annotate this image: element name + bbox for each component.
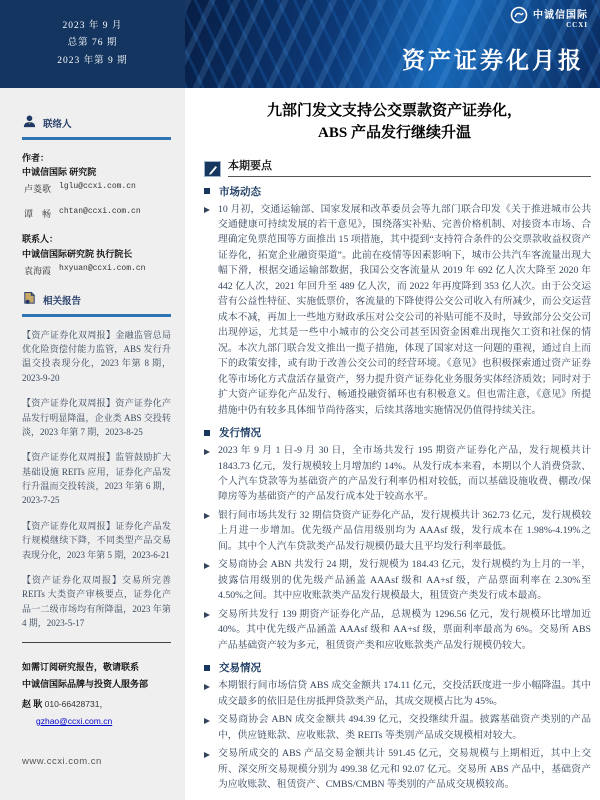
contact-row — [24, 264, 171, 277]
bullet-item — [204, 746, 591, 792]
logo-text — [533, 6, 588, 29]
section-title: 市场动态 — [219, 186, 261, 198]
arrow-bullet-icon — [204, 718, 210, 724]
bullet-text: 2023 年 9 月 1 日-9 月 30 日，全市场共发行 195 期资产证券化产品，发行规模共计 1843.73 亿元，发行规模较上月增加约 14%。从发行成本来看，本期以个人消费贷款、个人汽车贷款等为基础资产的产品发行利率仍相对较低，而以基础设施收费、棚改/保障房等为基础资产的产品发行成本处于较高水平。 — [218, 445, 591, 503]
report-link[interactable]: 【资产证券化双周报】资产证券化产品发行明显降温，企业类 ABS 交投转淡，2023 年第 7 期，2023-8-25 — [22, 398, 171, 437]
report-link[interactable]: 【资产证券化双周报】金融监管总局优化险资偿付能力监管，ABS 发行升温交投表现分化，2023 年第 8 期，2023-9-20 — [22, 329, 171, 383]
arrow-bullet-icon — [204, 207, 210, 213]
author-row — [24, 207, 171, 220]
bullet-item — [204, 712, 591, 743]
issue-month: 2023 年 9 月 — [62, 21, 123, 32]
bullet-text: 银行间市场共发行 32 期信贷资产证券化产品，发行规模共计 362.73 亿元，发行规模较上月进一步增加。优先级产品信用级别均为 AAAsf 级，发行成本在 1.98%-4.19%之间。其中个人汽车贷款类产品发行规模仍最大且平均发行利率最低。 — [218, 509, 591, 552]
bullet-text: 交易商协会 ABN 共发行 24 期，发行规模为 184.43 亿元，发行规模约为上月的一半，披露信用级别的优先级产品涵盖 AAAsf 级和 AA+sf 级，产品票面利率在 2.30%至 4.50%之间。其中应收账款类产品发行规模最大，租赁资产类发行成本最高。 — [218, 559, 591, 602]
arrow-bullet-icon — [204, 513, 210, 519]
contact-name: 袁海霞 — [24, 266, 52, 277]
section-header-trading — [204, 660, 591, 675]
related-reports-list — [22, 328, 171, 631]
arrow-bullet-icon — [204, 563, 210, 569]
square-bullet-icon — [204, 665, 210, 671]
divider — [22, 137, 171, 140]
subscribe-note-line2: 中诚信国际品牌与投资人服务部 — [22, 678, 149, 689]
subscribe-email-link[interactable]: gzhao@ccxi.com.cn — [36, 715, 113, 726]
author-row — [24, 182, 171, 195]
highlights-title: 本期要点 — [228, 159, 272, 172]
arrow-bullet-icon — [204, 449, 210, 455]
company-website: www.ccxi.com.cn — [22, 755, 102, 767]
person-icon — [22, 114, 37, 132]
pen-icon — [204, 161, 221, 177]
arrow-bullet-icon — [204, 684, 210, 690]
square-bullet-icon — [204, 430, 210, 436]
issue-info-box — [0, 0, 185, 88]
report-title: 资产证券化月报 — [402, 47, 584, 73]
divider — [22, 314, 171, 317]
highlights-title-rule — [228, 156, 591, 177]
bullet-item — [204, 557, 591, 603]
report-link[interactable]: 【资产证券化双周报】监管鼓励扩大基础设施 REITs 应用，证券化产品发行升温而交投转淡，2023 年第 6 期，2023-7-25 — [22, 452, 171, 506]
logo-name-en: CCXI — [566, 21, 588, 29]
author-label: 作者： — [22, 152, 50, 163]
author-name: 卢菱歌 — [24, 184, 52, 195]
report-link[interactable]: 【资产证券化双周报】交易所完善 REITs 大类资产审核要点，证券化产品一二级市场均有所降温，2023 年第 4 期，2023-5-17 — [22, 575, 171, 629]
subscribe-phone: 010-66428731， — [44, 698, 108, 709]
page-body — [0, 88, 600, 800]
section-header-market — [204, 184, 591, 199]
logo-name-cn: 中诚信国际 — [533, 10, 588, 21]
bullet-text: 交易所成交的 ABS 产品交易金额共计 591.45 亿元，交易规模与上期相近，其中上交所、深交所交易规模分别为 499.38 亿元和 92.07 亿元。交易所 ABS 产品中，基础资产为应收账款、租赁资产、CMBS/CMBN 等类别的产品成交规模较高。 — [218, 748, 591, 790]
highlights-header — [204, 156, 591, 177]
bullet-item — [204, 508, 591, 554]
bullet-text: 10 月初，交通运输部、国家发展和改革委员会等九部门联合印发《关于推进城市公共交通健康可持续发展的若干意见》，围绕落实补贴、完善价格机制、对接资本市场、合理确定免票范围等方面推出 15 项措施，其中提到“支持符合条件的公交票款收益权资产证券化，拓宽企业融资渠道”。此前在疫情等因素影响下，城市公共汽车客流量出现大幅下滑，根据交通运输部数据，我国公交客流量从 2019 年 692 亿人次大降至 2020 年 442 亿人次，2021 年回升至 489 亿人次，而 2022 年再度降到 353 亿人次。由于公交运营有公益性特征、实施低票价，客流量的下降使得公交公司收入有所减少，而公交运营成本不减，再加上一些地方财政承压对公交公司的补贴可能不及时，导致部分公交公司出现停运，尤其是一些中小城市的公交公司甚至因资金困难出现拖欠工资和社保的情况。本次九部门联合发文推出一揽子措施，体现了国家对这一问题的重视，通过自上而下的政策安排，或有助于改善公交公司的经营环境。《意见》也积极探索通过资产证券化等市场化方式盘活存量资产，努力提升资产证券化业务服务实体经济质效；同时对于扩大资产证券化产品发行、畅通投融资循环也有积极意义。但也需注意，《意见》所提措施中仍有较多具体细节尚待落实，后续其落地实施情况仍值得持续关注。 — [218, 203, 591, 416]
section-title: 发行情况 — [219, 428, 261, 440]
ccxi-logo-icon — [509, 5, 529, 30]
article-title-line2: ABS 产品发行继续升温 — [318, 124, 471, 141]
author-email: lglu@ccxi.com.cn — [59, 182, 136, 192]
report-link[interactable]: 【资产证券化双周报】证券化产品发行规模继续下降，不同类型产品交易表现分化，2023 年第 5 期，2023-6-21 — [22, 520, 171, 560]
divider — [22, 642, 171, 643]
bullet-text: 交易所共发行 139 期资产证券化产品，总规模为 1296.56 亿元，发行规模环比增加近 40%。其中优先级产品涵盖 AAAsf 级和 AA+sf 级，票面利率最高为 6%。交易所 ABS 产品基础资产较为多元，租赁资产类和应收账款类产品发行规模仍较大。 — [218, 608, 591, 651]
article-title — [198, 101, 591, 145]
contact-label: 联系人： — [22, 234, 59, 245]
subscribe-contact — [22, 697, 171, 710]
arrow-bullet-icon — [204, 612, 210, 618]
page-header — [0, 0, 600, 88]
arrow-bullet-icon — [204, 752, 210, 758]
bullet-text: 交易商协会 ABN 成交金额共 494.39 亿元，交投继续升温。披露基础资产类别的产品中，供应链账款、应收账款、类 REITs 等类别产品成交规模相对较大。 — [218, 714, 591, 741]
author-email: chtan@ccxi.com.cn — [59, 207, 141, 217]
banner-image — [185, 0, 600, 88]
bullet-item — [204, 202, 591, 419]
sidebar — [0, 88, 185, 800]
subscribe-note-line1: 如需订阅研究报告，敬请联系 — [22, 661, 140, 672]
bullet-item — [204, 607, 591, 653]
contact-org: 中诚信国际研究院 执行院长 — [22, 248, 133, 259]
author-name: 谭 畅 — [24, 209, 52, 220]
contacts-section-header — [22, 114, 171, 132]
company-logo — [509, 5, 588, 30]
square-bullet-icon — [204, 188, 210, 194]
section-header-issuance — [204, 425, 591, 440]
contacts-section-title: 联络人 — [43, 120, 72, 130]
bullet-item — [204, 678, 591, 709]
issue-total: 总第 76 期 — [67, 38, 118, 49]
reports-section-title: 相关报告 — [43, 297, 82, 308]
author-org: 中诚信国际 研究院 — [22, 166, 97, 177]
reports-section-header — [22, 291, 171, 309]
issue-number: 2023 年第 9 期 — [57, 55, 128, 66]
bullet-item — [204, 443, 591, 505]
subscribe-person-name: 赵 耿 — [22, 698, 43, 709]
main-content — [185, 88, 600, 800]
document-icon — [22, 291, 37, 309]
contact-email: hxyuan@ccxi.com.cn — [59, 264, 146, 274]
bullet-text: 本期银行间市场信贷 ABS 成交金额共 174.11 亿元，交投活跃度进一步小幅降温。其中成交最多的依旧是住房抵押贷款类产品，其成交规模占比为 45%。 — [218, 680, 591, 707]
article-title-line1: 九部门发文支持公交票款资产证券化， — [266, 103, 522, 119]
section-title: 交易情况 — [219, 663, 261, 675]
